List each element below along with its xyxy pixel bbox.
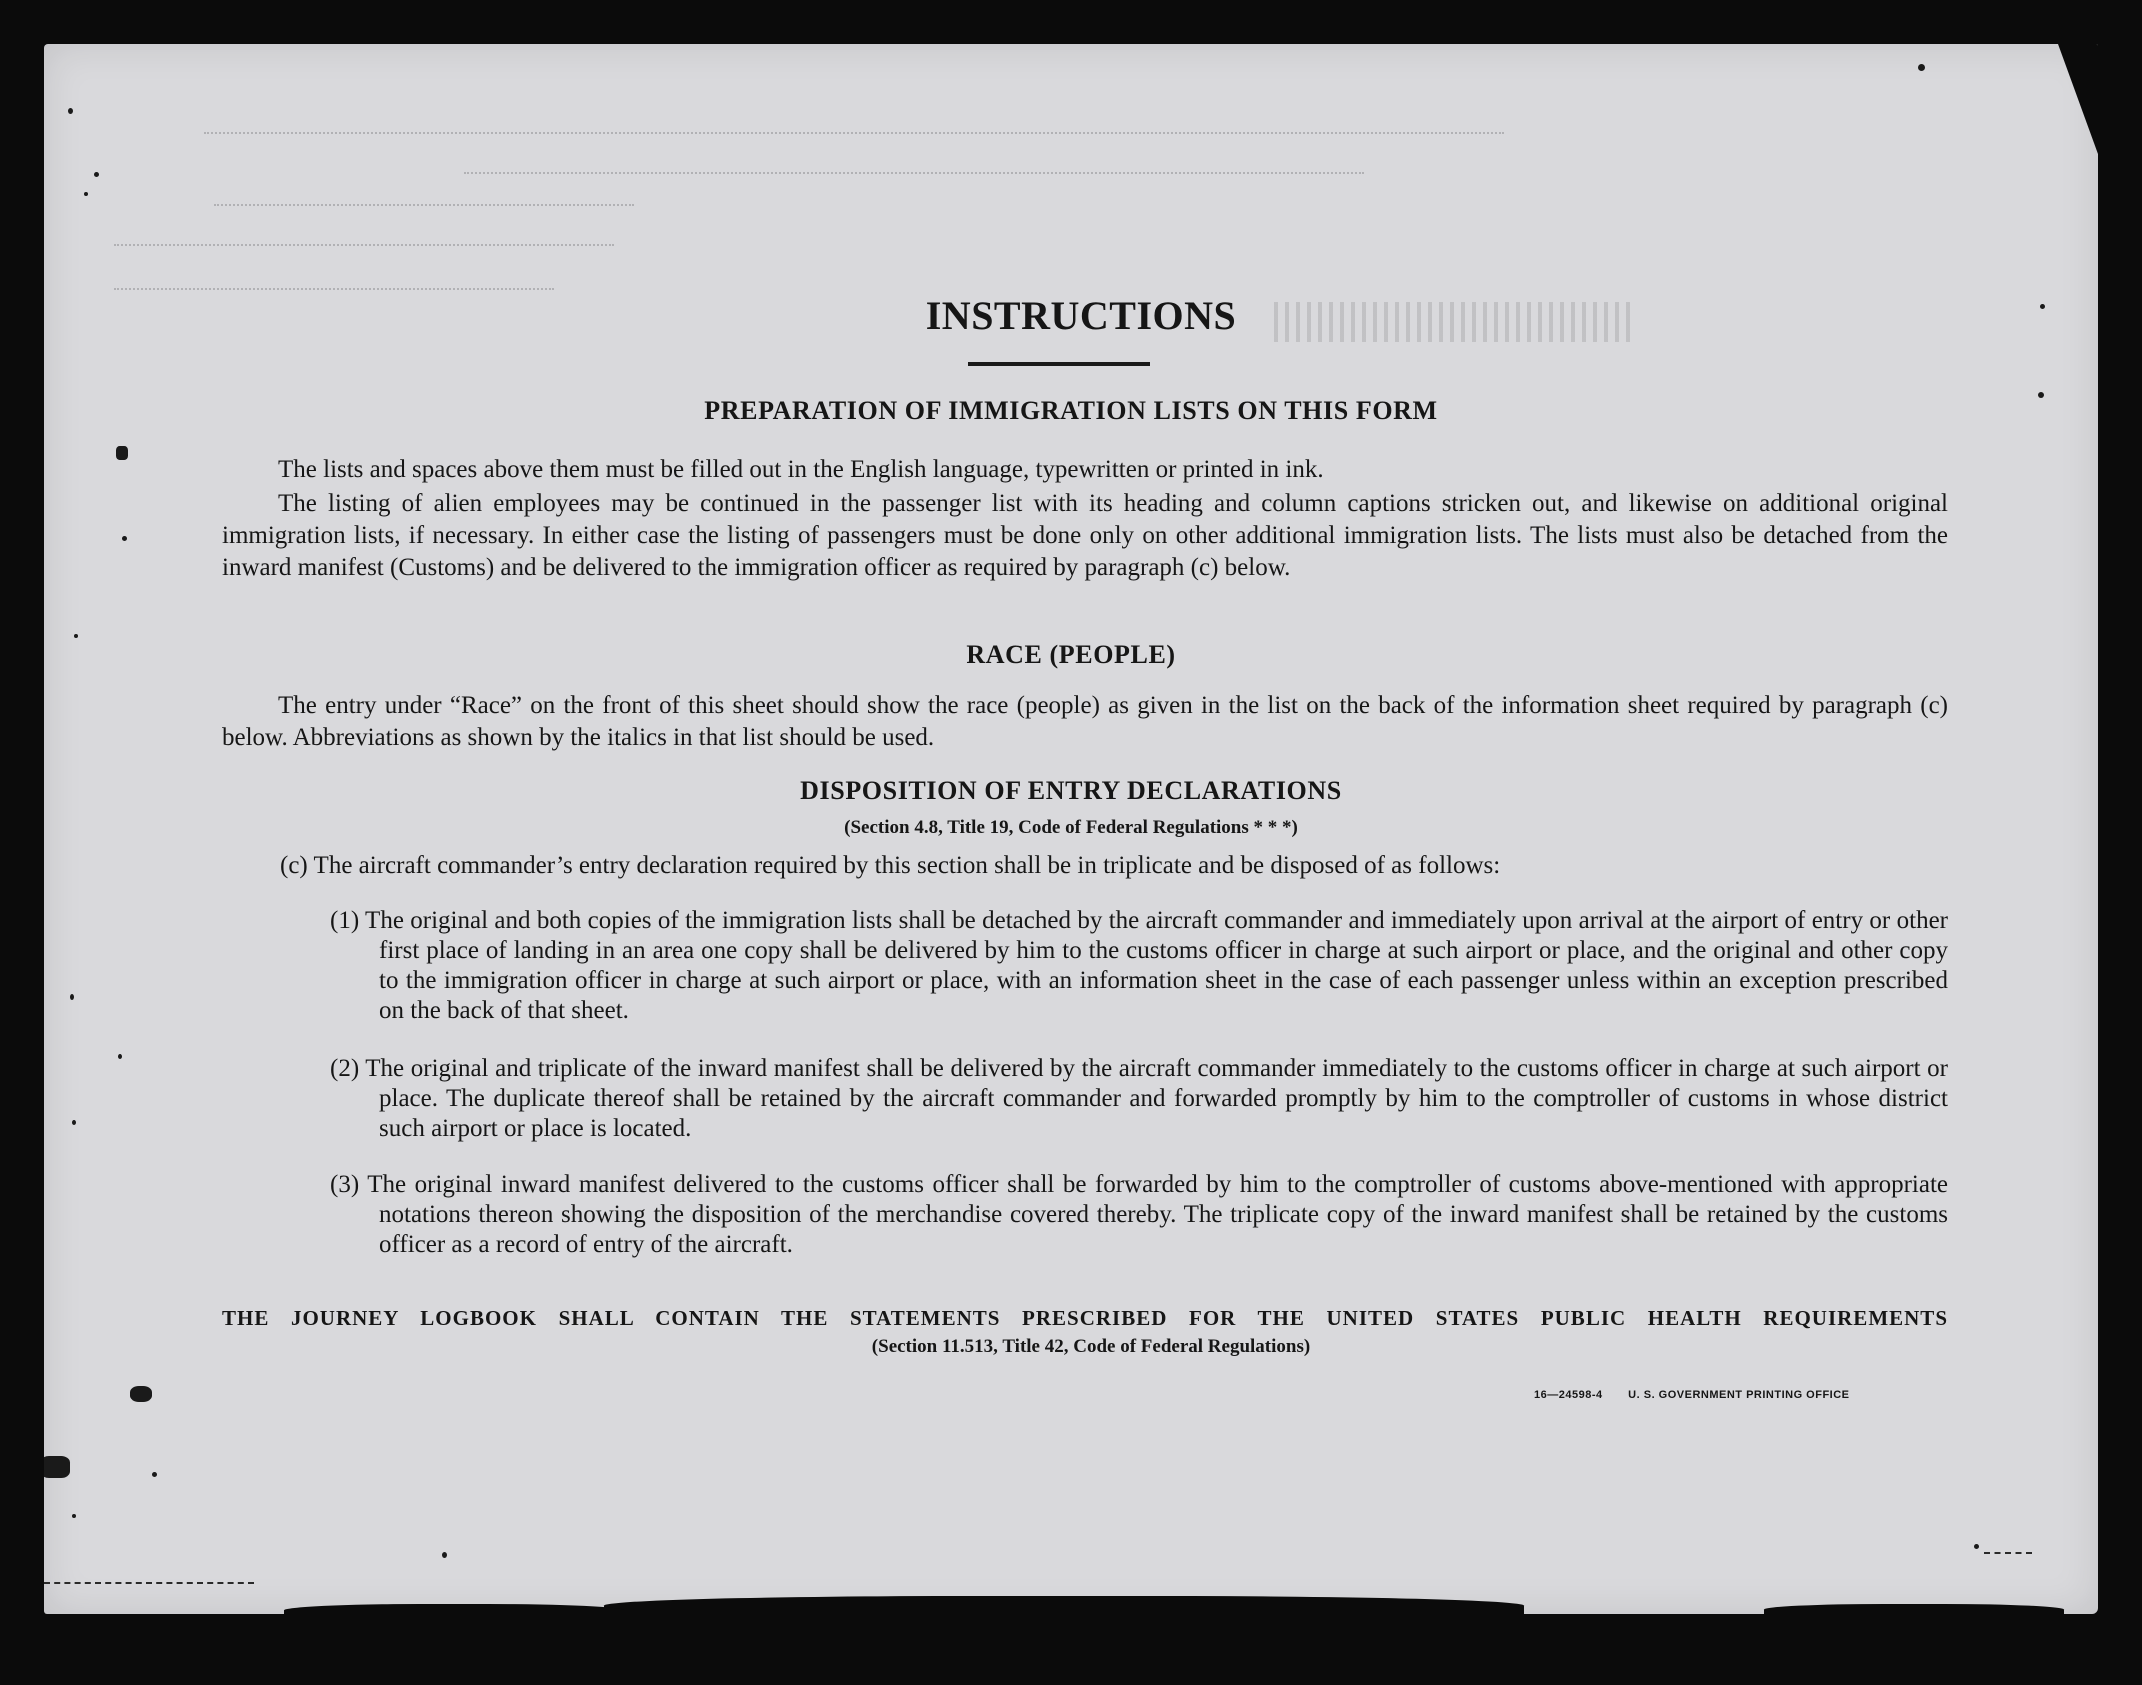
ink-blot (44, 1456, 70, 1478)
bleed-through-line (464, 172, 1364, 175)
torn-bottom-edge (604, 1596, 1524, 1614)
paper-sheet (44, 44, 2098, 1614)
ink-speck (74, 634, 78, 638)
bleed-through-line (204, 132, 1504, 135)
ink-speck (152, 1472, 157, 1477)
paragraph-alien-employees: The listing of alien employees may be continued in the passenger list with its heading and column captions stricken out, and likewise on additional original immigration lists, if necessary. In either case the listing of passengers must be done only on other additional immigration lists. The lists must also be detached from the inward manifest (Customs) and be delivered to the immigration officer as required by paragraph (c) below. (222, 490, 1948, 581)
paragraph-language: The lists and spaces above them must be filled out in the English language, typewritten or printed in ink. (278, 456, 1324, 483)
bleed-through-line (114, 244, 614, 247)
form-number: 16—24598-4 (1534, 1389, 1603, 1401)
printer-name: U. S. GOVERNMENT PRINTING OFFICE (1628, 1389, 1850, 1401)
dashed-cut-line (44, 1582, 254, 1584)
ink-speck (70, 994, 74, 1000)
ink-speck (1974, 1544, 1979, 1549)
ink-speck (72, 1120, 76, 1125)
ink-speck (122, 536, 127, 541)
ink-speck (2040, 304, 2045, 309)
ink-speck (2038, 392, 2044, 398)
ink-speck (68, 108, 73, 114)
footer-citation: (Section 11.513, Title 42, Code of Federal Regulations) (871, 1336, 1311, 1357)
torn-bottom-edge (284, 1604, 624, 1614)
title-underline (968, 362, 1150, 366)
section-heading-race: RACE (PEOPLE) (966, 640, 1176, 669)
list-item-1: (1) The original and both copies of the immigration lists shall be detached by the aircraft commander and immediately upon arrival at the airport of entry or other first place of landing in an area one copy shall be delivered by him to the customs officer in charge at such airport or place, and the original and other copy to the immigration officer in charge at such airport or place, with an information sheet in the case of each passenger unless within an exception prescribed on the back of that sheet. (330, 907, 1948, 1024)
list-item-2: (2) The original and triplicate of the inward manifest shall be delivered by the aircraft commander immediately to the customs officer in charge at such airport or place. The duplicate thereof shall be retained by the aircraft commander and forwarded promptly by him to the comptroller of customs in whose district such airport or place is located. (330, 1055, 1948, 1142)
paragraph-c-intro: (c) The aircraft commander’s entry declaration required by this section shall be in triplicate and be disposed of as follows: (280, 852, 1501, 879)
torn-corner (2058, 44, 2098, 154)
page-title: INSTRUCTIONS (925, 293, 1237, 338)
paragraph-race: The entry under “Race” on the front of this sheet should show the race (people) as given in the list on the back of the information sheet required by paragraph (c) below. Abbreviations as shown by the italics in that list should be used. (222, 692, 1948, 751)
ink-speck (118, 1054, 122, 1059)
torn-bottom-edge (1764, 1604, 2064, 1614)
printer-imprint (1534, 1389, 1850, 1401)
ink-blot (116, 446, 128, 460)
ink-speck (84, 192, 88, 196)
bleed-through-line (214, 204, 634, 207)
ink-speck (442, 1552, 447, 1558)
disposition-citation: (Section 4.8, Title 19, Code of Federal Regulations * * *) (844, 817, 1298, 838)
ink-blot (130, 1386, 152, 1402)
list-item-3: (3) The original inward manifest delivered to the customs officer shall be forwarded by him to the comptroller of customs above-mentioned with appropriate notations thereon showing the disposition of the merchandise covered thereby. The triplicate copy of the inward manifest shall be retained by the customs officer as a record of entry of the aircraft. (330, 1171, 1948, 1258)
ink-speck (1918, 64, 1925, 71)
section-heading-preparation: PREPARATION OF IMMIGRATION LISTS ON THIS FORM (704, 396, 1438, 425)
dashed-cut-line (1984, 1552, 2032, 1554)
ink-speck (72, 1514, 76, 1518)
footer-statement: THE JOURNEY LOGBOOK SHALL CONTAIN THE STATEMENTS PRESCRIBED FOR THE UNITED STATES PUBLIC HEALTH REQUIREMENTS (222, 1306, 1948, 1330)
section-heading-disposition: DISPOSITION OF ENTRY DECLARATIONS (800, 776, 1342, 805)
bleed-through-line (114, 288, 554, 291)
ink-speck (94, 172, 99, 177)
